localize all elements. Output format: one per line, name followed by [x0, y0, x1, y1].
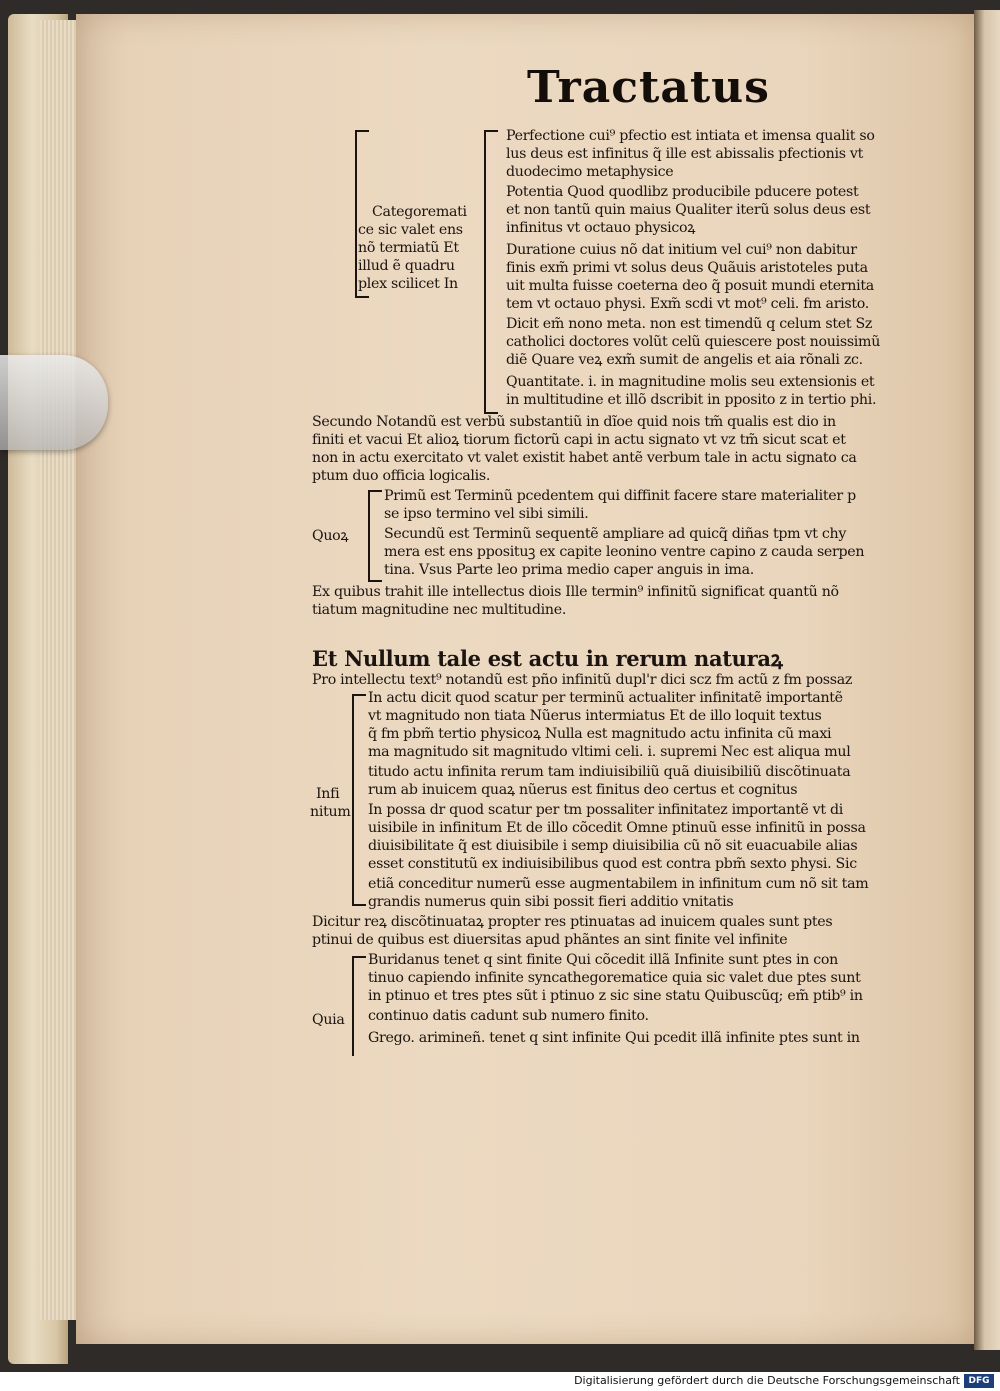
text-line: Secundo Notandũ est verbũ substantiũ in dĩoe quid nois tm̃ qualis est dio in — [312, 414, 836, 430]
dfg-logo: DFG — [964, 1374, 994, 1388]
bracket — [352, 694, 354, 906]
text-line: Duratione cuius nõ dat initium vel cui⁹ non dabitur — [506, 242, 857, 258]
text-line: tinuo capiendo infinite syncathegorematice quia sic valet due ptes sunt — [368, 970, 861, 986]
text-line: et non tantũ quin maius Qualiter iterũ solus deus est — [506, 202, 871, 218]
outer-bracket — [355, 130, 357, 298]
text-line: Ex quibus trahit ille intellectus diois Ille termin⁹ infinitũ significat quantũ nõ — [312, 584, 839, 600]
text-line: tina. Vsus Parte leo prima medio caper anguis in ima. — [384, 562, 754, 578]
text-line: vt magnitudo non tiata Nũerus intermiatus Et de illo loquit textus — [368, 708, 822, 724]
text-line: rum ab inuicem quaꝝ nũerus est finitus deo certus et cognitus — [368, 782, 798, 798]
text-line: Pro intellectu text⁹ notandũ est pño infinitũ dupl'r dici scz fm actũ z fm possaz — [312, 672, 853, 688]
left-label-line: Categoremati — [372, 204, 467, 220]
text-line: diuisibilitate q̃ est diuisibile i semp diuisibilia cũ nõ sit euacuabile alias — [368, 838, 858, 854]
text-line: Quantitate. i. in magnitudine molis seu extensionis et — [506, 374, 875, 390]
text-line: in multitudine et illõ dscribit in pposito z in tertio phi. — [506, 392, 877, 408]
text-line: In actu dicit quod scatur per terminũ actualiter infinitatẽ importantẽ — [368, 690, 843, 706]
text-line: In possa dr quod scatur per tm possaliter infinitatez importantẽ vt di — [368, 802, 844, 818]
text-line: Primũ est Terminũ pcedentem qui diffinit facere stare materialiter p — [384, 488, 856, 504]
text-line: uisibile in infinitum Et de illo cõcedit Omne ptinuũ esse infinitũ in possa — [368, 820, 866, 836]
text-line: ma magnitudo sit magnitudo vltimi celi. i. supremi Nec est aliqua mul — [368, 744, 851, 760]
text-line: duodecimo metaphysice — [506, 164, 674, 180]
text-line: ptinui de quibus est diuersitas apud phãntes an sint finite vel infinite — [312, 932, 788, 948]
text-line: finis exm̃ primi vt solus deus Quãuis aristoteles puta — [506, 260, 868, 276]
bracket — [352, 956, 354, 1056]
text-line: esset constitutũ ex indiuisibilibus quod est contra pbm̃ sexto physi. Sic — [368, 856, 857, 872]
text-line: non in actu exercitato vt valet existit habet antẽ verbum tale in actu signato ca — [312, 450, 857, 466]
facing-page-edge — [974, 10, 1000, 1350]
text-line: q̃ fm pbm̃ tertio physicoꝝ Nulla est magnitudo actu infinita cũ maxi — [368, 726, 832, 742]
left-label-line: illud ẽ quadru — [358, 258, 455, 274]
left-label-line: ce sic valet ens — [358, 222, 463, 238]
text-line: ptum duo officia logicalis. — [312, 468, 491, 484]
text-line: Dicitur reꝝ discõtinuataꝝ propter res ptinuatas ad inuicem quales sunt ptes — [312, 914, 833, 930]
text-line: tem vt octauo physi. Exm̃ scdi vt mot⁹ celi. fm aristo. — [506, 296, 870, 312]
text-line: grandis numerus quin sibi possit fieri additio vnitatis — [368, 894, 734, 910]
left-label-line: nitum — [310, 804, 351, 820]
page-title: Tractatus — [527, 62, 770, 113]
left-label-line: plex scilicet In — [358, 276, 458, 292]
text-line: Secundũ est Terminũ sequentẽ ampliare ad quicq̃ diñas tpm vt chy — [384, 526, 847, 542]
bracket — [368, 490, 370, 582]
section-heading: Et Nullum tale est actu in rerum naturaꝝ — [312, 646, 783, 671]
text-line: Perfectione cui⁹ pfectio est intiata et imensa qualit so — [506, 128, 875, 144]
text-line: in ptinuo et tres ptes sũt i ptinuo z sic sine statu Quibuscũq; em̃ ptib⁹ in — [368, 988, 863, 1004]
page-clip — [0, 355, 108, 450]
text-line: etiã conceditur numerũ esse augmentabilem in infinitum cum nõ sit tam — [368, 876, 869, 892]
text-line: lus deus est infinitus q̃ ille est abissalis pfectionis vt — [506, 146, 864, 162]
left-label-line: Quia — [312, 1012, 345, 1028]
text-line: infinitus vt octauo physicoꝝ — [506, 220, 696, 236]
left-label-line: Quoꝝ — [312, 528, 349, 544]
text-line: uit multa fuisse coeterna deo q̃ posuit mundi eternita — [506, 278, 874, 294]
text-line: tiatum magnitudine nec multitudine. — [312, 602, 567, 618]
left-label-line: Infi — [316, 786, 340, 802]
text-line: Potentia Quod quodlibz producibile pducere potest — [506, 184, 859, 200]
text-line: Buridanus tenet q sint finite Qui cõcedit illã Infinite sunt ptes in con — [368, 952, 838, 968]
inner-bracket — [484, 130, 486, 414]
text-line: finiti et vacui Et alioꝝ tiorum fictorũ capi in actu signato vt vz tm̃ sicut scat et — [312, 432, 846, 448]
funding-notice: Digitalisierung gefördert durch die Deutsche Forschungsgemeinschaft — [574, 1374, 960, 1387]
text-line: titudo actu infinita rerum tam indiuisibiliũ quã diuisibiliũ discõtinuata — [368, 764, 851, 780]
text-line: mera est ens pposituꝫ ex capite leonino ventre capino z cauda serpen — [384, 544, 865, 560]
text-line: Dicit em̃ nono meta. non est timendũ q celum stet Sz — [506, 316, 873, 332]
text-line: se ipso termino vel sibi simili. — [384, 506, 589, 522]
text-line: diẽ Quare veꝝ exm̃ sumit de angelis et aia rõnali zc. — [506, 352, 863, 368]
left-label-line: nõ termiatũ Et — [358, 240, 459, 256]
footer-bar — [0, 1372, 1000, 1391]
text-line: continuo datis cadunt sub numero finito. — [368, 1008, 649, 1024]
text-line: Grego. arimineñ. tenet q sint infinite Qui pcedit illã infinite ptes sunt in — [368, 1030, 860, 1046]
text-line: catholici doctores volũt celũ quiescere post nouissimũ — [506, 334, 881, 350]
